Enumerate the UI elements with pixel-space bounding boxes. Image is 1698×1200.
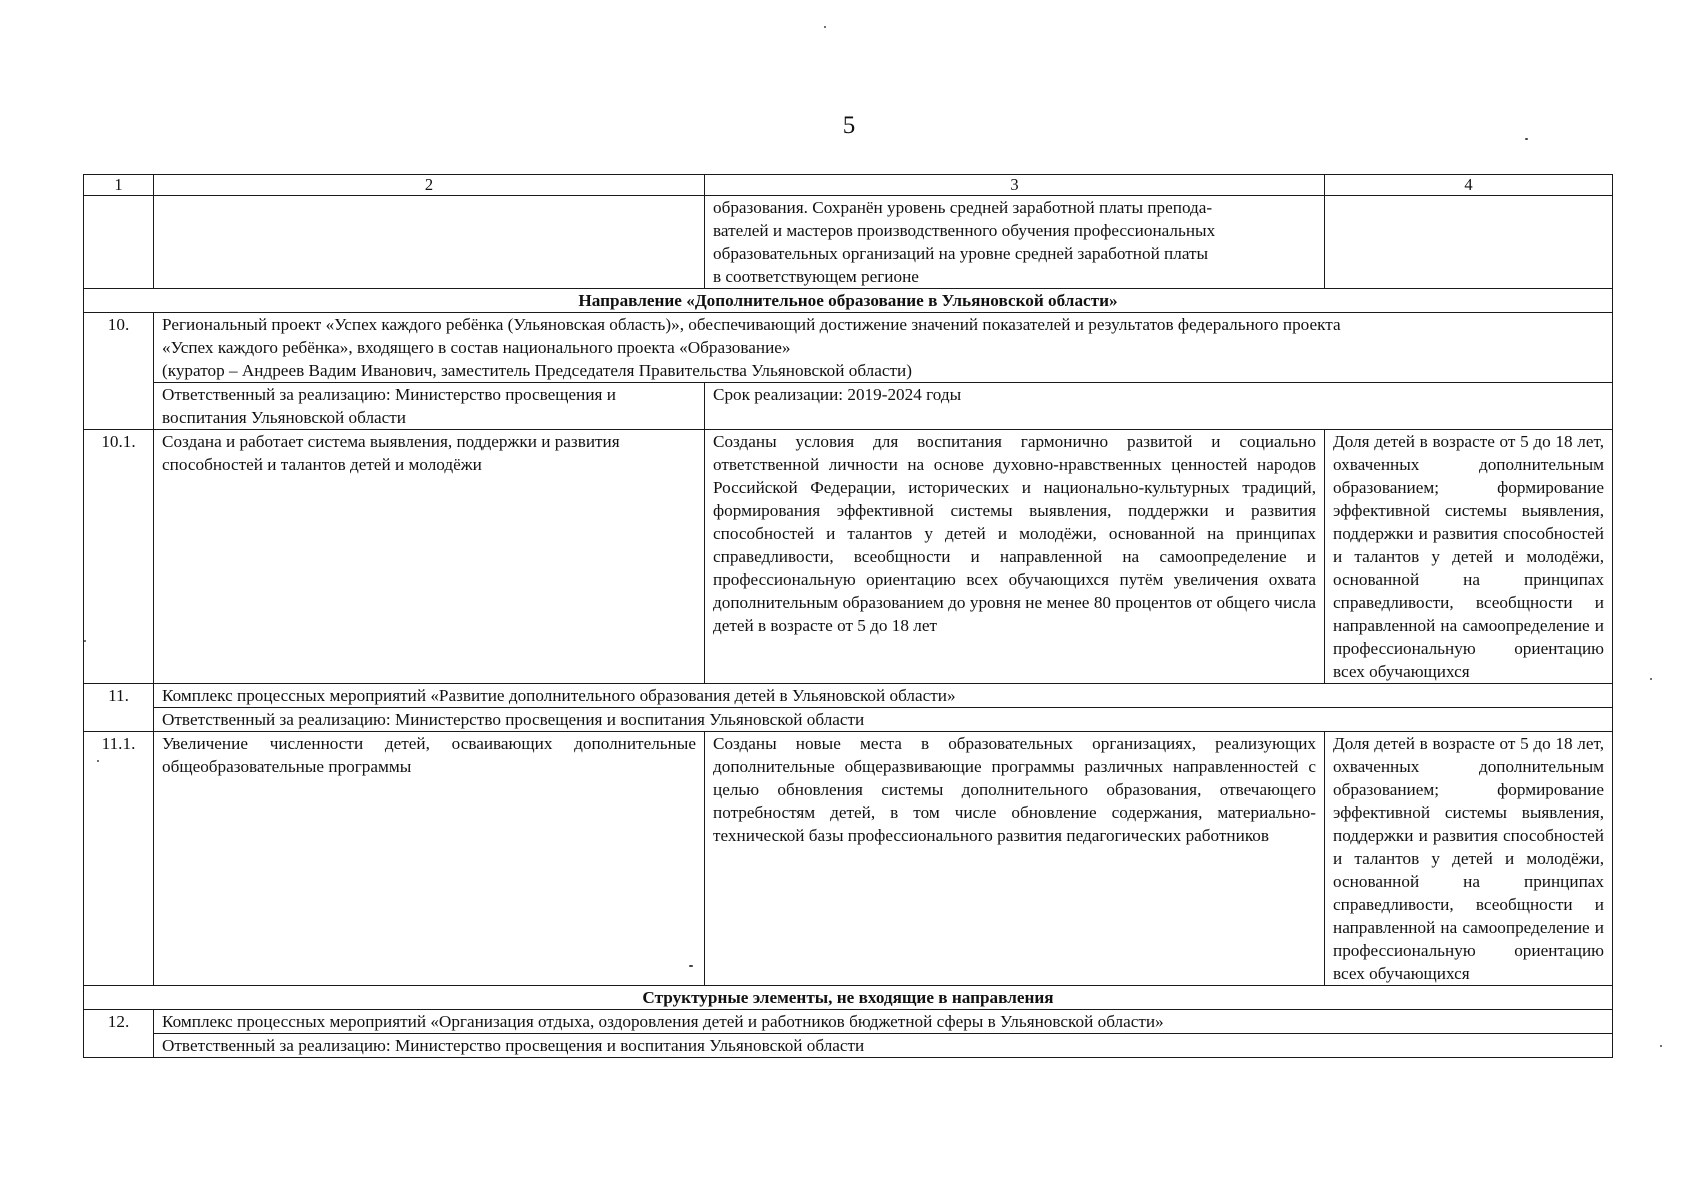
continuation-result-cell — [705, 196, 1325, 289]
column-header-2: 2 — [154, 175, 705, 196]
scan-speck — [824, 26, 826, 28]
section-heading-structural-elements: Структурные элементы, не входящие в направления — [84, 986, 1613, 1010]
continuation-indicator-cell — [1325, 196, 1613, 289]
continuation-line: в соответствующем регионе — [713, 267, 919, 286]
indicator-cell: Доля детей в возрасте от 5 до 18 лет, охваченных дополнительным образованием; формирование эффективной системы выявления, поддержки и развития способностей и талантов у детей и молодёжи, основанной на принципах справедливости, всеобщности и направленной на самоопределение и профессиональную ориентацию всех обучающихся — [1325, 732, 1613, 986]
result-cell: Созданы новые места в образовательных организациях, реализующих дополнительные общеразвивающие программы различных направленностей с целью обновления системы дополнительного образования, отвечающего потребностям детей, в том числе обновление содержания, материально-технической базы профессионального развития педагогических работников — [705, 732, 1325, 986]
table-row-10-responsible — [84, 383, 1613, 430]
scan-speck — [689, 965, 693, 967]
continuation-task-cell — [154, 196, 705, 289]
program-table — [83, 174, 1613, 1058]
table-row-10 — [84, 313, 1613, 383]
continuation-row — [84, 196, 1613, 289]
indicator-cell: Доля детей в возрасте от 5 до 18 лет, охваченных дополнительным образованием; формирование эффективной системы выявления, поддержки и развития способностей и талантов у детей и молодёжи, основанной на принципах справедливости, всеобщности и направленной на самоопределение и профессиональную ориентацию всех обучающихся — [1325, 430, 1613, 684]
responsible-party: Ответственный за реализацию: Министерство просвещения и воспитания Ульяновской области — [154, 1034, 1613, 1058]
regional-project-line: Региональный проект «Успех каждого ребёнка (Ульяновская область)», обеспечивающий достижение значений показателей и результатов федерального проекта — [162, 315, 1341, 334]
row-number: 10.1. — [84, 430, 154, 684]
row-number: 10. — [84, 313, 154, 430]
regional-project-line: (куратор – Андреев Вадим Иванович, заместитель Председателя Правительства Ульяновской области) — [162, 361, 912, 380]
table-row-10-1 — [84, 430, 1613, 684]
scan-speck — [1660, 1045, 1662, 1047]
scan-speck — [1525, 138, 1528, 140]
continuation-line: образовательных организаций на уровне средней заработной платы — [713, 244, 1209, 263]
scan-speck — [84, 640, 86, 642]
page-number: 5 — [842, 112, 856, 139]
result-cell: Созданы условия для воспитания гармонично развитой и социально ответственной личности на основе духовно-нравственных ценностей народов Российской Федерации, исторических и национально-культурных традиций, формирования эффективной системы выявления, поддержки и развития способностей и талантов у детей и молодёжи, основанной на принципах справедливости, всеобщности и направленной на самоопределение и профессиональную ориентацию всех обучающихся путём увеличения охвата дополнительным образованием до уровня не менее 80 процентов от общего числа детей в возрасте от 5 до 18 лет — [705, 430, 1325, 684]
column-header-3: 3 — [705, 175, 1325, 196]
scan-speck — [1650, 678, 1652, 680]
responsible-party: Ответственный за реализацию: Министерство просвещения и воспитания Ульяновской области — [154, 383, 705, 430]
process-complex-title: Комплекс процессных мероприятий «Организация отдыха, оздоровления детей и работников бюджетной сферы в Ульяновской области» — [154, 1010, 1613, 1034]
continuation-line: вателей и мастеров производственного обучения профессиональных — [713, 221, 1216, 240]
responsible-party: Ответственный за реализацию: Министерство просвещения и воспитания Ульяновской области — [154, 708, 1613, 732]
row-number: 11. — [84, 684, 154, 732]
table-row-11-responsible — [84, 708, 1613, 732]
column-header-4: 4 — [1325, 175, 1613, 196]
table-row-12-responsible — [84, 1034, 1613, 1058]
scan-speck — [97, 760, 99, 762]
regional-project-title — [154, 313, 1613, 383]
implementation-term: Срок реализации: 2019-2024 годы — [705, 383, 1613, 430]
section-heading-additional-education: Направление «Дополнительное образование в Ульяновской области» — [84, 289, 1613, 313]
section-heading-row — [84, 289, 1613, 313]
continuation-num-cell — [84, 196, 154, 289]
row-number: 11.1. — [84, 732, 154, 986]
section-heading-row — [84, 986, 1613, 1010]
table-row-11-1 — [84, 732, 1613, 986]
row-number: 12. — [84, 1010, 154, 1058]
table-header-row — [84, 175, 1613, 196]
task-cell: Создана и работает система выявления, поддержки и развития способностей и талантов детей и молодёжи — [154, 430, 705, 684]
task-cell: Увеличение численности детей, осваивающих дополнительные общеобразовательные программы — [154, 732, 705, 986]
process-complex-title: Комплекс процессных мероприятий «Развитие дополнительного образования детей в Ульяновской области» — [154, 684, 1613, 708]
table-row-12 — [84, 1010, 1613, 1034]
table-row-11 — [84, 684, 1613, 708]
continuation-line: образования. Сохранён уровень средней заработной платы препода- — [713, 198, 1213, 217]
regional-project-line: «Успех каждого ребёнка», входящего в состав национального проекта «Образование» — [162, 338, 791, 357]
column-header-1: 1 — [84, 175, 154, 196]
